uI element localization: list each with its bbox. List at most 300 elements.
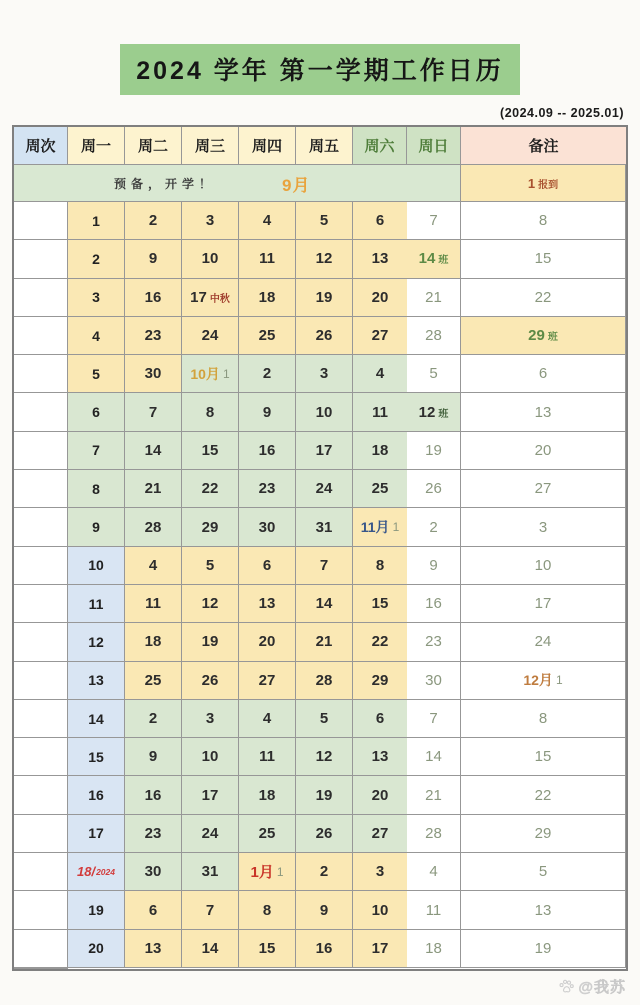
day-cell: [239, 317, 296, 355]
day-number: 14: [425, 748, 442, 766]
day-cell: [407, 776, 461, 814]
day-cell: [125, 240, 182, 278]
day-number: 9: [319, 901, 329, 919]
week-cell: 7: [68, 432, 125, 470]
day-number: 8: [262, 901, 272, 919]
week-cell: 16: [68, 776, 125, 814]
day-cell: [182, 623, 239, 661]
note-cell: [14, 432, 68, 470]
day-number: 21: [315, 633, 333, 651]
watermark: [558, 976, 626, 997]
day-cell: [461, 317, 626, 355]
header-cell-wed: 周三: [182, 127, 239, 165]
day-number: 9: [148, 748, 158, 766]
day-cell: [353, 623, 407, 661]
day-number: 26: [425, 480, 442, 498]
day-number: 20: [258, 633, 276, 651]
day-cell: [353, 930, 407, 968]
day-number: 2: [429, 518, 438, 536]
day-cell: [353, 815, 407, 853]
day-number: 5: [205, 556, 215, 574]
day-number: 14: [144, 441, 162, 459]
day-cell: [125, 508, 182, 546]
day-cell: [407, 815, 461, 853]
day-cell: [461, 202, 626, 240]
day-number: 8: [538, 212, 548, 230]
week-cell: 5: [68, 355, 125, 393]
day-number: 9: [148, 250, 158, 268]
note-cell: [14, 623, 68, 661]
day-number: 18: [258, 786, 276, 804]
day-cell: [296, 279, 353, 317]
day-number: 15: [534, 748, 552, 766]
day-cell: [239, 240, 296, 278]
paw-icon: [558, 978, 575, 995]
day-cell: [407, 432, 461, 470]
watermark-text: @我苏: [578, 979, 626, 996]
day-cell: [407, 662, 461, 700]
day-cell: [125, 585, 182, 623]
day-cell: [296, 776, 353, 814]
day-number: 29: [201, 518, 219, 536]
day-cell: [239, 815, 296, 853]
note-cell: [14, 930, 68, 968]
day-number: 5: [429, 365, 438, 383]
note-cell: [14, 968, 68, 969]
day-cell: [407, 700, 461, 738]
day-number: 28: [315, 671, 333, 689]
day-cell: [461, 432, 626, 470]
day-cell: [125, 700, 182, 738]
day-number: 7: [205, 901, 215, 919]
day-number: 7: [319, 556, 329, 574]
day-cell: [125, 815, 182, 853]
day-number: 14: [315, 595, 333, 613]
day-cell: [461, 930, 626, 968]
header-cell-fri: 周五: [296, 127, 353, 165]
date-range: (2024.09 -- 2025.01): [500, 106, 624, 120]
day-cell: [353, 547, 407, 585]
day-number: 6: [148, 901, 158, 919]
day-number: 30: [258, 518, 276, 536]
note-cell: [14, 393, 68, 431]
day-cell: [182, 317, 239, 355]
day-number: 4: [148, 556, 158, 574]
day-number: 3: [375, 863, 385, 881]
day-number: 16: [144, 786, 162, 804]
day-number: 27: [371, 327, 389, 345]
day-number: 3: [205, 710, 215, 728]
day-number: 4: [262, 710, 272, 728]
note-cell: [14, 738, 68, 776]
day-number: 1: [392, 520, 400, 535]
day-number: 15: [371, 595, 389, 613]
day-number: 6: [375, 710, 385, 728]
day-cell: [461, 393, 626, 431]
day-cell: [125, 738, 182, 776]
week-cell: 20: [68, 930, 125, 968]
day-cell: [239, 700, 296, 738]
day-number: 13: [258, 595, 276, 613]
day-cell: [461, 776, 626, 814]
day-number: 24: [201, 824, 219, 842]
day-number: 4: [429, 863, 438, 881]
day-cell: [296, 393, 353, 431]
day-cell: [239, 738, 296, 776]
week-number: 18/: [77, 864, 96, 880]
day-cell: [353, 662, 407, 700]
day-cell: [461, 662, 626, 700]
day-number: 19: [425, 441, 442, 459]
day-number: 16: [258, 441, 276, 459]
day-cell: [407, 279, 461, 317]
day-number: 22: [201, 480, 219, 498]
note-cell: [14, 470, 68, 508]
header-cell-sat: 周六: [353, 127, 407, 165]
checkin-note: 报到: [538, 179, 559, 191]
week-cell: 9: [68, 508, 125, 546]
note-cell: [14, 202, 68, 240]
day-cell: [353, 700, 407, 738]
day-cell: [407, 891, 461, 929]
week-year: 2024: [96, 866, 115, 877]
week-cell: 3: [68, 279, 125, 317]
day-cell: [239, 393, 296, 431]
day-cell: [407, 240, 461, 278]
day-number: 20: [534, 441, 552, 459]
day-number: 16: [144, 288, 162, 306]
month-start-label: 11月: [360, 519, 390, 536]
day-cell: [407, 508, 461, 546]
day-cell: [239, 585, 296, 623]
note-cell: [14, 585, 68, 623]
day-number: 7: [429, 212, 438, 230]
page-title: 2024 学年 第一学期工作日历: [120, 44, 520, 95]
day-cell: [125, 317, 182, 355]
day-number: 15: [534, 250, 552, 268]
day-number: 28: [425, 824, 442, 842]
day-cell: [239, 202, 296, 240]
day-note: 班: [438, 408, 449, 420]
day-cell: [353, 853, 407, 891]
day-cell: [182, 508, 239, 546]
week-cell: 12: [68, 623, 125, 661]
september-banner-text: 预备，开学！: [114, 176, 217, 191]
day-cell: [239, 355, 296, 393]
day-number: 29: [371, 671, 389, 689]
day-number: 10: [534, 556, 552, 574]
day-number: 12: [315, 250, 333, 268]
day-cell: [296, 317, 353, 355]
day-cell: [407, 355, 461, 393]
day-number: 12: [315, 748, 333, 766]
day-cell: [296, 623, 353, 661]
day-number: 23: [144, 327, 162, 345]
day-number: 15: [201, 441, 219, 459]
day-cell: [407, 547, 461, 585]
day-cell: [407, 317, 461, 355]
note-cell: [14, 815, 68, 853]
day-cell: [353, 470, 407, 508]
day-cell: [353, 891, 407, 929]
day-number: 1: [222, 366, 230, 381]
day-cell: [353, 776, 407, 814]
day-number: 28: [425, 327, 442, 345]
day-number: 17: [371, 939, 389, 957]
day-number: 21: [425, 288, 442, 306]
day-number: 13: [371, 250, 389, 268]
day-number: 12: [201, 595, 219, 613]
day-cell: [182, 738, 239, 776]
day-number: 10: [371, 901, 389, 919]
note-cell: [14, 662, 68, 700]
day-number: 20: [371, 786, 389, 804]
day-cell: [461, 738, 626, 776]
header-cell-sun: 周日: [407, 127, 461, 165]
day-number: 19: [315, 288, 333, 306]
day-number: 13: [534, 901, 552, 919]
day-number: 30: [425, 671, 442, 689]
note-cell: [14, 317, 68, 355]
day-number: 12: [418, 403, 436, 421]
day-cell: [296, 662, 353, 700]
day-number: 23: [425, 633, 442, 651]
day-cell: [296, 930, 353, 968]
day-cell: [461, 853, 626, 891]
day-cell: [461, 547, 626, 585]
day-cell: [407, 853, 461, 891]
day-number: 8: [538, 710, 548, 728]
day-number: 2: [148, 212, 158, 230]
note-cell: [14, 508, 68, 546]
day-number: 7: [148, 403, 158, 421]
day-number: 13: [534, 403, 552, 421]
day-cell: [182, 432, 239, 470]
day-number: 13: [144, 939, 162, 957]
day-number: 11: [259, 250, 275, 268]
day-number: 18: [425, 939, 442, 957]
day-number: 24: [534, 633, 552, 651]
day-number: 25: [144, 671, 162, 689]
day-cell: [296, 547, 353, 585]
day-cell: [296, 355, 353, 393]
day-cell: [239, 930, 296, 968]
day-cell: [407, 738, 461, 776]
day-number: 3: [205, 212, 215, 230]
day-number: 13: [371, 748, 389, 766]
day-cell: [182, 240, 239, 278]
day-number: 9: [262, 403, 272, 421]
month-start-label: 10月: [190, 365, 220, 382]
day-number: 15: [258, 939, 276, 957]
note-cell: [14, 700, 68, 738]
week-cell: 15: [68, 738, 125, 776]
day-cell: [296, 432, 353, 470]
day-cell: [125, 776, 182, 814]
day-cell: [182, 930, 239, 968]
day-number: 4: [375, 365, 385, 383]
month-start-label: 1月: [250, 864, 274, 882]
day-number: 1: [527, 175, 536, 191]
day-cell: [182, 700, 239, 738]
day-cell: [239, 853, 296, 891]
day-number: 23: [144, 824, 162, 842]
day-number: 19: [534, 939, 552, 957]
day-number: 9: [429, 556, 438, 574]
day-number: 8: [205, 403, 215, 421]
day-cell: [125, 202, 182, 240]
day-cell: [182, 393, 239, 431]
day-number: 26: [315, 327, 333, 345]
day-cell: [353, 432, 407, 470]
day-cell: [296, 585, 353, 623]
day-cell: [296, 470, 353, 508]
day-cell: [407, 393, 461, 431]
note-cell: [14, 891, 68, 929]
day-number: 11: [259, 748, 275, 766]
day-number: 22: [534, 288, 552, 306]
day-number: 18: [144, 633, 162, 651]
day-number: 16: [425, 595, 442, 613]
day-number: 25: [258, 327, 276, 345]
day-number: 7: [429, 710, 438, 728]
day-cell: [407, 202, 461, 240]
day-cell: [239, 891, 296, 929]
note-cell: [14, 355, 68, 393]
day-cell: [182, 202, 239, 240]
day-number: 27: [534, 480, 552, 498]
day-cell: [296, 891, 353, 929]
day-note: 班: [438, 255, 449, 267]
day-cell: [125, 393, 182, 431]
day-number: 8: [375, 556, 385, 574]
day-number: 3: [319, 365, 329, 383]
day-number: 5: [319, 710, 329, 728]
day-number: 11: [372, 403, 388, 421]
day-cell: [239, 547, 296, 585]
header-cell-note: 备注: [461, 127, 626, 165]
day-cell: [125, 930, 182, 968]
header-cell-thu: 周四: [239, 127, 296, 165]
day-cell: [125, 470, 182, 508]
day-number: 20: [371, 288, 389, 306]
title-bar: [0, 44, 640, 95]
day-cell: [461, 470, 626, 508]
day-cell: [125, 623, 182, 661]
day-number: 16: [315, 939, 333, 957]
note-cell: [14, 547, 68, 585]
day-number: 2: [262, 365, 272, 383]
day-cell: [461, 355, 626, 393]
day-cell: [239, 432, 296, 470]
day-number: 1: [276, 864, 284, 879]
day-number: 21: [425, 786, 442, 804]
day-cell: [461, 585, 626, 623]
day-number: 11: [145, 595, 161, 613]
day-number: 5: [538, 863, 548, 881]
day-cell: [353, 738, 407, 776]
day-number: 23: [258, 480, 276, 498]
day-number: 30: [144, 863, 162, 881]
day-cell: [461, 508, 626, 546]
day-cell: [125, 355, 182, 393]
day-cell: [461, 623, 626, 661]
calendar-table: [12, 125, 628, 971]
day-cell: [407, 585, 461, 623]
day-number: 24: [201, 327, 219, 345]
week-cell: 8: [68, 470, 125, 508]
week-cell: 14: [68, 700, 125, 738]
day-number: 28: [144, 518, 162, 536]
note-cell: [14, 776, 68, 814]
day-number: 4: [262, 212, 272, 230]
week-cell: 11: [68, 585, 125, 623]
day-number: 27: [371, 824, 389, 842]
day-number: 31: [201, 863, 219, 881]
day-cell: [353, 202, 407, 240]
day-number: 21: [144, 480, 162, 498]
day-number: 24: [315, 480, 333, 498]
day-cell: [182, 470, 239, 508]
day-cell: [461, 240, 626, 278]
day-number: 18: [371, 441, 389, 459]
day-cell: [461, 891, 626, 929]
header-cell-mon: 周一: [68, 127, 125, 165]
day-number: 11: [425, 901, 442, 919]
day-cell: [182, 853, 239, 891]
day-cell: [125, 662, 182, 700]
header-cell-tue: 周二: [125, 127, 182, 165]
day-cell: [461, 279, 626, 317]
day-note: 中秋: [209, 293, 230, 305]
week-cell: 13: [68, 662, 125, 700]
day-number: 5: [319, 212, 329, 230]
day-cell: [239, 623, 296, 661]
day-cell: [239, 470, 296, 508]
day-cell: [125, 853, 182, 891]
day-cell: [353, 355, 407, 393]
september-banner-cell: [14, 165, 461, 202]
day-cell: [353, 240, 407, 278]
note-cell: [14, 279, 68, 317]
day-number: 14: [418, 250, 436, 268]
day-cell: [239, 662, 296, 700]
day-number: 18: [258, 288, 276, 306]
day-number: 31: [315, 518, 333, 536]
day-number: 17: [201, 786, 219, 804]
day-cell: [239, 508, 296, 546]
day-cell: [182, 279, 239, 317]
day-number: 26: [315, 824, 333, 842]
day-cell: [182, 815, 239, 853]
day-number: 22: [534, 786, 552, 804]
week-cell: 4: [68, 317, 125, 355]
day-number: 2: [319, 863, 329, 881]
week-cell: 10: [68, 547, 125, 585]
day-cell: [125, 547, 182, 585]
day-cell: [353, 585, 407, 623]
day-cell: [353, 279, 407, 317]
september-sunday-cell: [461, 165, 626, 202]
day-number: 19: [201, 633, 219, 651]
week-cell: 6: [68, 393, 125, 431]
day-number: 6: [375, 212, 385, 230]
day-cell: [461, 700, 626, 738]
day-cell: [407, 623, 461, 661]
day-cell: [239, 279, 296, 317]
day-cell: [296, 240, 353, 278]
day-cell: [296, 815, 353, 853]
